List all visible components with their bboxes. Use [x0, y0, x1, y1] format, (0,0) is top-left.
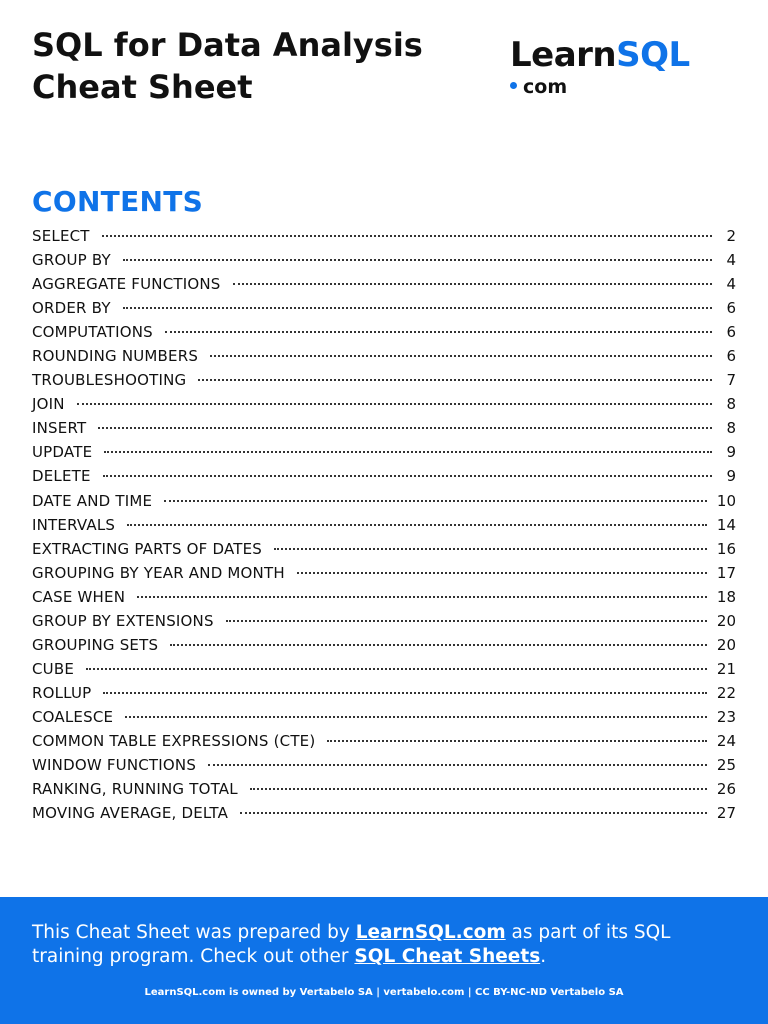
toc-entry-page: 21: [716, 659, 736, 678]
toc-entry-label: INSERT: [32, 419, 87, 438]
toc-entry-label: EXTRACTING PARTS OF DATES: [32, 539, 263, 558]
toc-entry[interactable]: [32, 347, 736, 371]
dot-leader: [327, 740, 706, 742]
dot-leader: [210, 355, 712, 357]
toc-entry[interactable]: [32, 275, 736, 299]
dot-leader: [198, 379, 712, 381]
toc-entry-label: AGGREGATE FUNCTIONS: [32, 275, 221, 294]
toc-entry[interactable]: [32, 588, 736, 612]
dot-leader: [226, 620, 707, 622]
toc-entry-label: TROUBLESHOOTING: [32, 371, 187, 390]
dot-leader: [208, 764, 707, 766]
dot-leader: [137, 596, 707, 598]
toc-entry-page: 6: [726, 323, 736, 342]
toc-entry-label: COMMON TABLE EXPRESSIONS (CTE): [32, 731, 316, 750]
toc-entry-label: DATE AND TIME: [32, 491, 153, 510]
dot-leader: [165, 331, 712, 333]
toc-entry-label: GROUPING BY YEAR AND MONTH: [32, 563, 285, 582]
toc-entry[interactable]: [32, 756, 736, 780]
toc-entry[interactable]: [32, 419, 736, 443]
toc-entry-page: 4: [726, 275, 736, 294]
toc-entry-page: 20: [716, 635, 736, 654]
toc-entry-page: 20: [716, 611, 736, 630]
toc-entry-page: 17: [716, 563, 736, 582]
toc-entry-label: COMPUTATIONS: [32, 323, 153, 342]
toc-entry-label: RANKING, RUNNING TOTAL: [32, 780, 238, 799]
toc-entry[interactable]: [32, 564, 736, 588]
toc-entry-label: ROUNDING NUMBERS: [32, 347, 199, 366]
toc-entry-label: ROLLUP: [32, 683, 92, 702]
footer-text-part-3: .: [540, 946, 547, 967]
dot-leader: [240, 812, 707, 814]
toc-entry-page: 18: [716, 587, 736, 606]
learnsql-link[interactable]: LearnSQL.com: [355, 922, 506, 943]
dot-leader: [77, 403, 712, 405]
toc-entry[interactable]: [32, 516, 736, 540]
toc-entry-label: GROUPING SETS: [32, 635, 159, 654]
dot-leader: [164, 500, 707, 502]
toc-entry-page: 9: [726, 443, 736, 462]
dot-leader: [233, 283, 712, 285]
toc-entry[interactable]: [32, 660, 736, 684]
toc-entry-label: ORDER BY: [32, 299, 111, 318]
toc-entry[interactable]: [32, 492, 736, 516]
toc-entry[interactable]: [32, 708, 736, 732]
toc-entry-page: 27: [716, 804, 736, 823]
toc-entry-page: 14: [716, 515, 736, 534]
title-line-2: Cheat Sheet: [32, 68, 253, 106]
footer-banner: [0, 897, 768, 1024]
toc-entry-label: UPDATE: [32, 443, 93, 462]
toc-entry-label: DELETE: [32, 467, 91, 486]
toc-entry-label: INTERVALS: [32, 515, 116, 534]
toc-entry-label: GROUP BY: [32, 251, 111, 270]
dot-leader: [250, 788, 707, 790]
toc-entry-page: 25: [716, 756, 736, 775]
toc-entry-page: 24: [716, 731, 736, 750]
toc-entry[interactable]: [32, 251, 736, 275]
toc-entry-page: 4: [726, 251, 736, 270]
toc-entry-page: 23: [716, 707, 736, 726]
dot-leader: [86, 668, 707, 670]
footer-small-print: LearnSQL.com is owned by Vertabelo SA | vertabelo.com | CC BY-NC-ND Vertabelo SA: [144, 987, 624, 998]
toc-entry-page: 8: [726, 419, 736, 438]
toc-entry[interactable]: [32, 804, 736, 828]
footer-text-part-1: This Cheat Sheet was prepared by: [32, 922, 356, 943]
dot-leader: [297, 572, 707, 574]
dot-leader: [98, 427, 712, 429]
toc-entry-page: 6: [726, 347, 736, 366]
toc-entry-label: CASE WHEN: [32, 587, 126, 606]
page-title: [32, 24, 423, 108]
toc-entry-label: WINDOW FUNCTIONS: [32, 756, 197, 775]
contents-heading: CONTENTS: [32, 185, 204, 218]
toc-entry[interactable]: [32, 443, 736, 467]
toc-entry-label: GROUP BY EXTENSIONS: [32, 611, 214, 630]
dot-leader: [125, 716, 707, 718]
toc-entry-page: 10: [716, 491, 736, 510]
toc-entry-page: 9: [726, 467, 736, 486]
toc-entry[interactable]: [32, 780, 736, 804]
learnsql-logo: [510, 34, 750, 104]
toc-entry-label: SELECT: [32, 227, 90, 245]
dot-leader: [274, 548, 707, 550]
toc-entry-label: CUBE: [32, 659, 75, 678]
dot-leader: [104, 451, 712, 453]
dot-leader: [103, 692, 706, 694]
footer-text-part-2: as part of its SQL training program. Check out other: [32, 922, 671, 967]
toc-entry-page: 8: [726, 395, 736, 414]
title-line-1: SQL for Data Analysis: [32, 26, 423, 64]
toc-entry-page: 7: [726, 371, 736, 390]
toc-entry[interactable]: [32, 371, 736, 395]
toc-entry-label: COALESCE: [32, 707, 114, 726]
logo-sql: SQL: [616, 35, 690, 75]
toc-entry-page: 26: [716, 780, 736, 799]
dot-leader: [170, 644, 707, 646]
toc-entry-page: 22: [716, 683, 736, 702]
toc-entry[interactable]: [32, 467, 736, 491]
dot-leader: [123, 307, 712, 309]
toc-entry-label: MOVING AVERAGE, DELTA: [32, 804, 229, 823]
dot-leader: [127, 524, 707, 526]
logo-wordmark: [510, 34, 690, 76]
toc-entry[interactable]: [32, 612, 736, 636]
toc-entry[interactable]: [32, 636, 736, 660]
dot-leader: [123, 259, 712, 261]
dot-icon: [510, 82, 517, 89]
toc-entry[interactable]: [32, 540, 736, 564]
toc-entry[interactable]: [32, 323, 736, 347]
toc-entry-page: 6: [726, 299, 736, 318]
table-of-contents: [32, 227, 736, 828]
sql-cheat-sheets-link[interactable]: SQL Cheat Sheets: [354, 946, 541, 967]
toc-entry-page: 2: [726, 227, 736, 245]
footer-text: [32, 921, 732, 969]
logo-learn: Learn: [510, 35, 617, 75]
dot-leader: [103, 475, 712, 477]
dot-leader: [102, 235, 712, 237]
toc-entry[interactable]: [32, 227, 736, 251]
toc-entry[interactable]: [32, 395, 736, 419]
toc-entry-label: JOIN: [32, 395, 65, 414]
logo-domain: [510, 76, 567, 98]
toc-entry-page: 16: [716, 539, 736, 558]
logo-dotcom: com: [523, 76, 568, 98]
toc-entry[interactable]: [32, 732, 736, 756]
toc-entry[interactable]: [32, 299, 736, 323]
toc-entry[interactable]: [32, 684, 736, 708]
